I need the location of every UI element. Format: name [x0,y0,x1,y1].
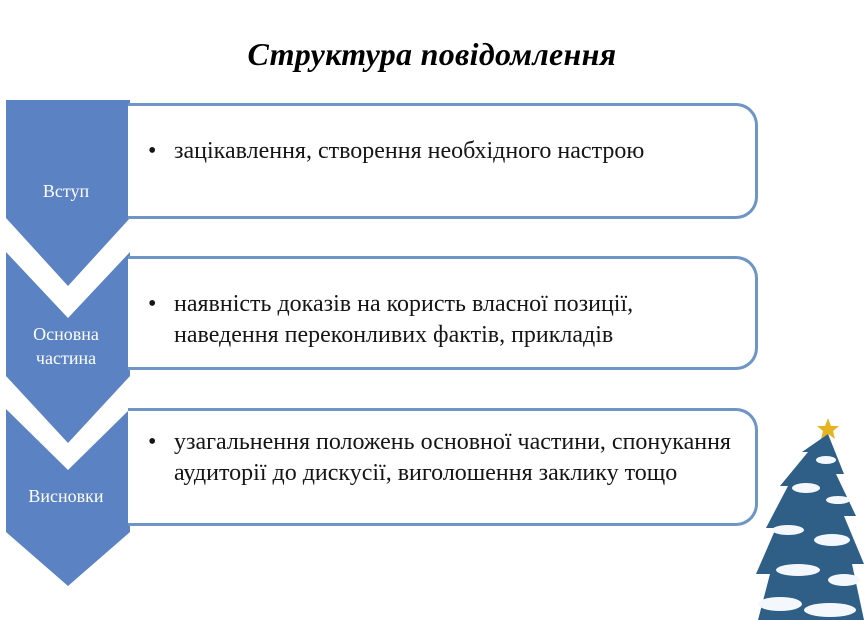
stage-box-conclusion [128,408,758,526]
christmas-tree-icon [740,404,864,620]
tree-foliage-icon [756,434,864,620]
stage-label-conclusion: Висновки [28,486,104,506]
stage-label-main: Основна частина [33,324,99,368]
stage-text-conclusion: • узагальнення положень основної частини, спонукання аудиторії до дискусії, виголошення заклику тощо [174,427,737,489]
stage-text-intro: • зацікавлення, створення необхідного настрою [174,136,737,167]
stage-box-intro [128,103,758,219]
stage-label-intro: Вступ [42,181,90,201]
stage-text-main: • наявність доказів на користь власної позиції, наведення переконливих фактів, прикладів [174,289,737,351]
stage-box-main [128,256,758,370]
slide-title: Структура повідомлення [247,36,617,72]
